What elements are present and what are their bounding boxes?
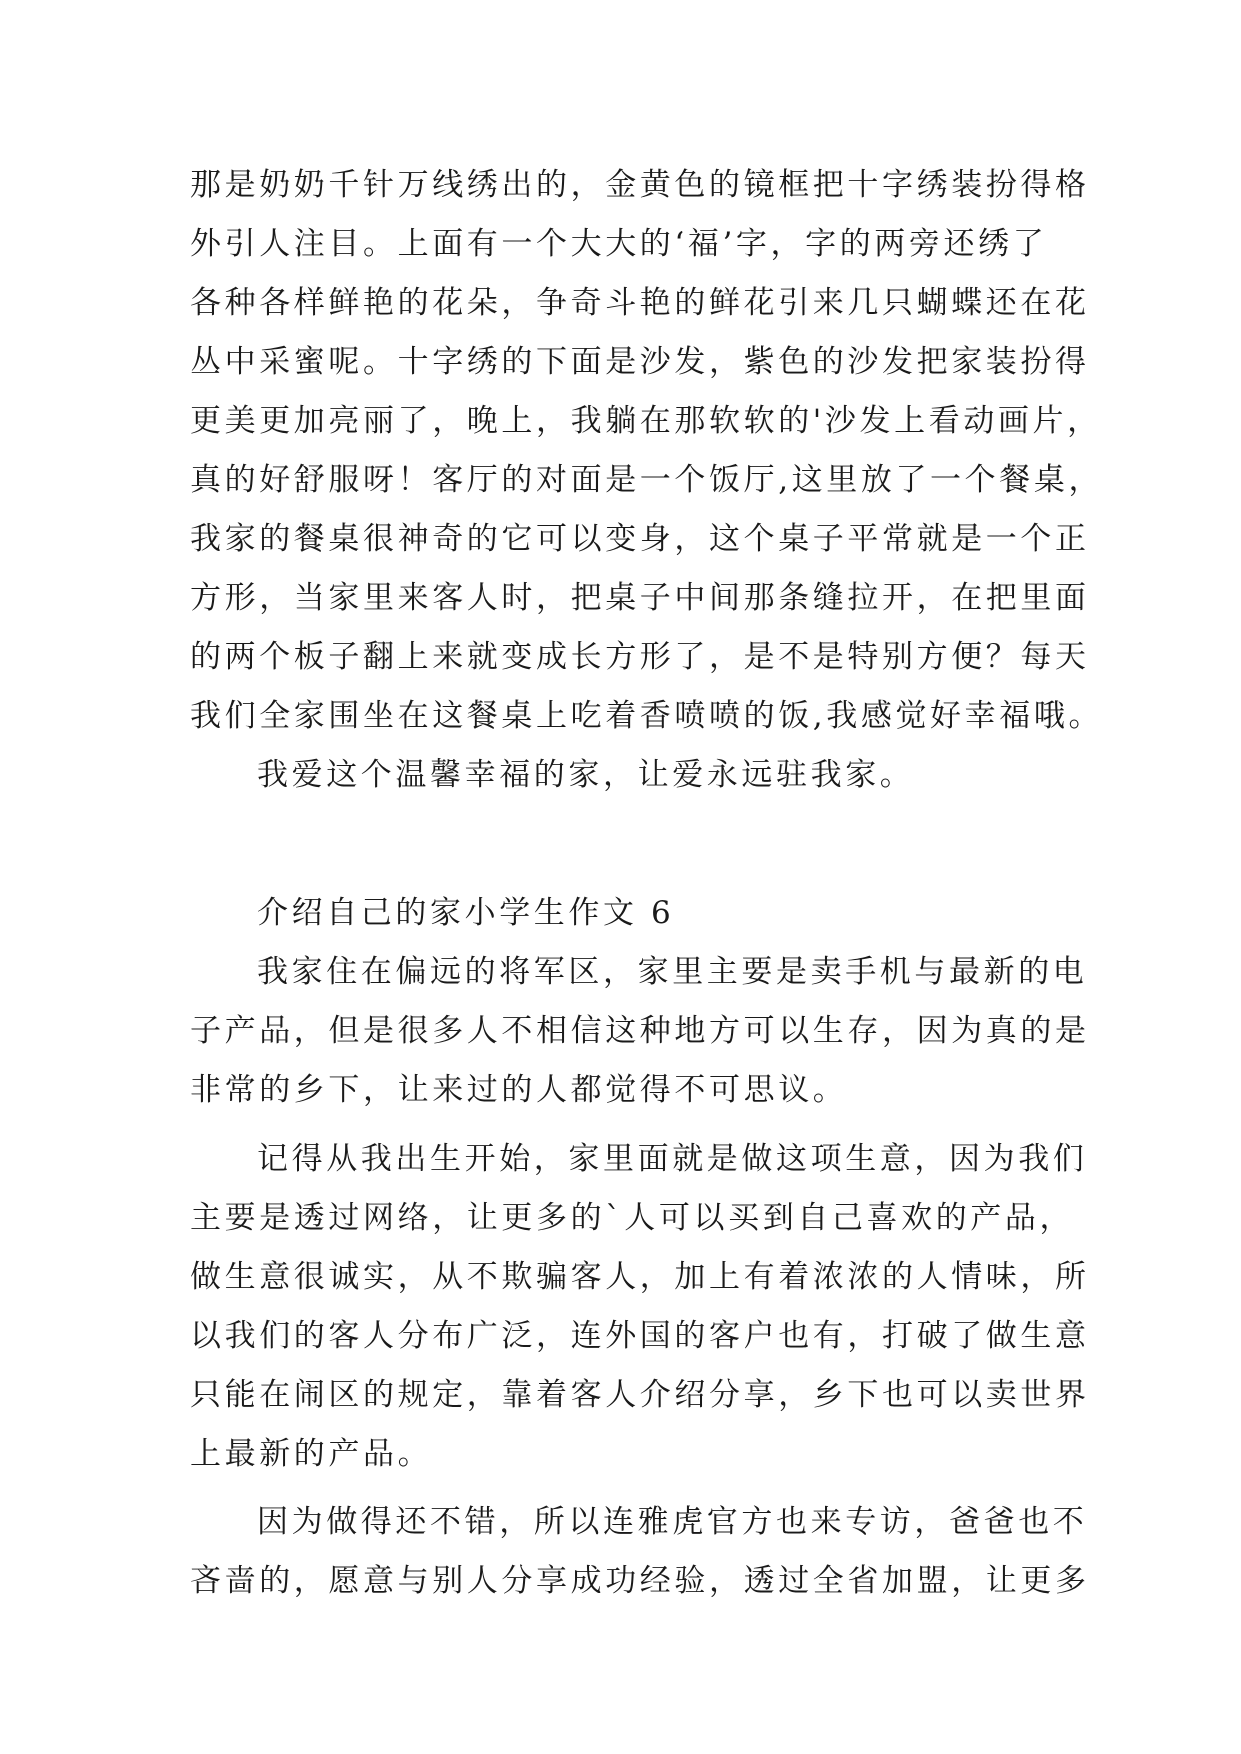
body-text-line: 上最新的产品。 <box>190 1436 433 1472</box>
body-text-line: 那是奶奶千针万线绣出的，金黄色的镜框把十字绣装扮得格 <box>190 167 1090 203</box>
body-text-line: 吝啬的，愿意与别人分享成功经验，透过全省加盟，让更多 <box>190 1563 1090 1599</box>
body-text-line: 非常的乡下，让来过的人都觉得不可思议。 <box>190 1072 848 1108</box>
body-text-line: 我家的餐桌很神奇的它可以变身，这个桌子平常就是一个正 <box>190 521 1090 557</box>
section-heading: 介绍自己的家小学生作文 6 <box>257 895 675 931</box>
body-text-line: 以我们的客人分布广泛，连外国的客户也有，打破了做生意 <box>190 1318 1090 1354</box>
body-text-line: 的两个板子翻上来就变成长方形了，是不是特别方便？每天 <box>190 639 1090 675</box>
body-text-line: 更美更加亮丽了，晚上，我躺在那软软的'沙发上看动画片， <box>190 403 1102 439</box>
body-text-line: 我们全家围坐在这餐桌上吃着香喷喷的饭,我感觉好幸福哦。 <box>190 698 1104 734</box>
body-text-line: 真的好舒服呀！客厅的对面是一个饭厅,这里放了一个餐桌， <box>190 462 1104 498</box>
body-text-line: 我家住在偏远的将军区，家里主要是卖手机与最新的电 <box>257 954 1088 990</box>
body-text-line: 外引人注目。上面有一个大大的‘福’字，字的两旁还绣了 <box>190 226 1048 262</box>
body-text-line: 子产品，但是很多人不相信这种地方可以生存，因为真的是 <box>190 1013 1090 1049</box>
body-text-line: 丛中采蜜呢。十字绣的下面是沙发，紫色的沙发把家装扮得 <box>190 344 1090 380</box>
body-text-line: 我爱这个温馨幸福的家，让爱永远驻我家。 <box>257 757 915 793</box>
body-text-line: 主要是透过网络，让更多的`人可以买到自己喜欢的产品， <box>190 1200 1075 1236</box>
body-text-line: 各种各样鲜艳的花朵，争奇斗艳的鲜花引来几只蝴蝶还在花 <box>190 285 1090 321</box>
body-text-line: 做生意很诚实，从不欺骗客人，加上有着浓浓的人情味，所 <box>190 1259 1090 1295</box>
body-text-line: 方形，当家里来客人时，把桌子中间那条缝拉开，在把里面 <box>190 580 1090 616</box>
body-text-line: 记得从我出生开始，家里面就是做这项生意，因为我们 <box>257 1141 1088 1177</box>
body-text-line: 因为做得还不错，所以连雅虎官方也来专访，爸爸也不 <box>257 1504 1088 1540</box>
body-text-line: 只能在闹区的规定，靠着客人介绍分享，乡下也可以卖世界 <box>190 1377 1090 1413</box>
